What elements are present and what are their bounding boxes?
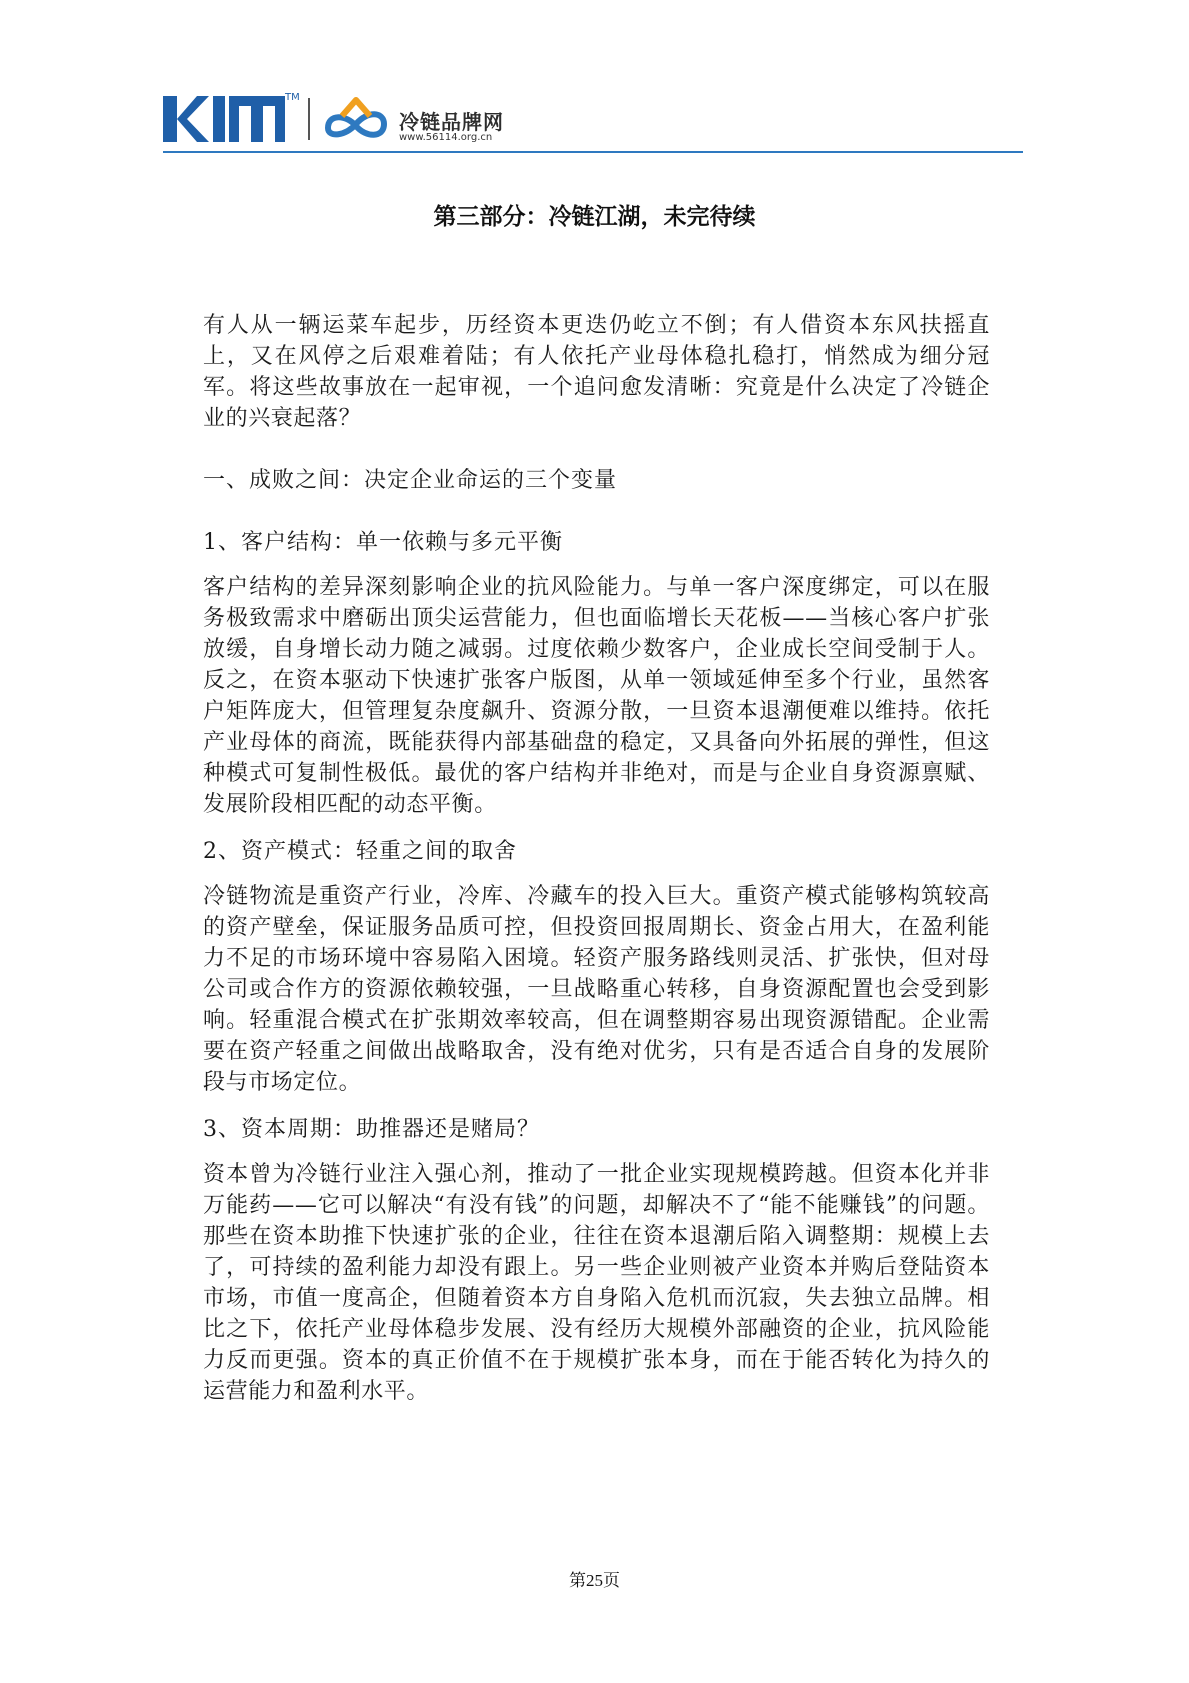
page-number: 第25页: [569, 1571, 620, 1590]
subsection-body-3: 资本曾为冷链行业注入强心剂，推动了一批企业实现规模跨越。但资本化并非万能药——它可以解决“有没有钱”的问题，却解决不了“能不能赚钱”的问题。那些在资本助推下快速扩张的企业，往往在资本退潮后陷入调整期：规模上去了，可持续的盈利能力却没有跟上。另一些企业则被产业资本并购后登陆资本市场，市值一度高企，但随着资本方自身陷入危机而沉寂，失去独立品牌。相比之下，依托产业母体稳步发展、没有经历大规模外部融资的企业，抗风险能力反而更强。资本的真正价值不在于规模扩张本身，而在于能否转化为持久的运营能力和盈利水平。: [203, 1162, 990, 1404]
header-rule: [163, 151, 1023, 153]
subsection-body-1: 客户结构的差异深刻影响企业的抗风险能力。与单一客户深度绑定，可以在服务极致需求中磨砺出顶尖运营能力，但也面临增长天花板——当核心客户扩张放缓，自身增长动力随之减弱。过度依赖少数客户，企业成长空间受制于人。反之，在资本驱动下快速扩张客户版图，从单一领域延伸至多个行业，虽然客户矩阵庞大，但管理复杂度飙升、资源分散，一旦资本退潮便难以维持。依托产业母体的商流，既能获得内部基础盘的稳定，又具备向外拓展的弹性，但这种模式可复制性极低。最优的客户结构并非绝对，而是与企业自身资源禀赋、发展阶段相匹配的动态平衡。: [203, 575, 990, 817]
subsection-heading-3: 3、资本周期：助推器还是赌局？: [203, 1117, 540, 1142]
trademark-mark: TM: [285, 92, 300, 103]
brand-url: www.56114.org.cn: [399, 132, 493, 143]
header-divider: [308, 98, 310, 140]
brand-logo-icon: [320, 94, 392, 144]
intro-paragraph: 有人从一辆运菜车起步，历经资本更迭仍屹立不倒；有人借资本东风扶摇直上，又在风停之后艰难着陆；有人依托产业母体稳扎稳打，悄然成为细分冠军。将这些故事放在一起审视，一个追问愈发清晰：究竟是什么决定了冷链企业的兴衰起落？: [203, 313, 990, 431]
subsection-heading-2: 2、资产模式：轻重之间的取舍: [203, 839, 517, 864]
subsection-body-2: 冷链物流是重资产行业，冷库、冷藏车的投入巨大。重资产模式能够构筑较高的资产壁垒，保证服务品质可控，但投资回报周期长、资金占用大，在盈利能力不足的市场环境中容易陷入困境。轻资产服务路线则灵活、扩张快，但对母公司或合作方的资源依赖较强，一旦战略重心转移，自身资源配置也会受到影响。轻重混合模式在扩张期效率较高，但在调整期容易出现资源错配。企业需要在资产轻重之间做出战略取舍，没有绝对优劣，只有是否适合自身的发展阶段与市场定位。: [203, 884, 990, 1095]
section-title: 第三部分：冷链江湖，未完待续: [433, 204, 756, 230]
page-header: [163, 86, 1023, 148]
section-heading: 一、成败之间：决定企业命运的三个变量: [203, 468, 618, 493]
brand-name: 冷链品牌网: [399, 110, 504, 134]
kim-logo: [163, 94, 285, 144]
document-body: [203, 310, 990, 1407]
subsection-heading-1: 1、客户结构：单一依赖与多元平衡: [203, 530, 563, 555]
